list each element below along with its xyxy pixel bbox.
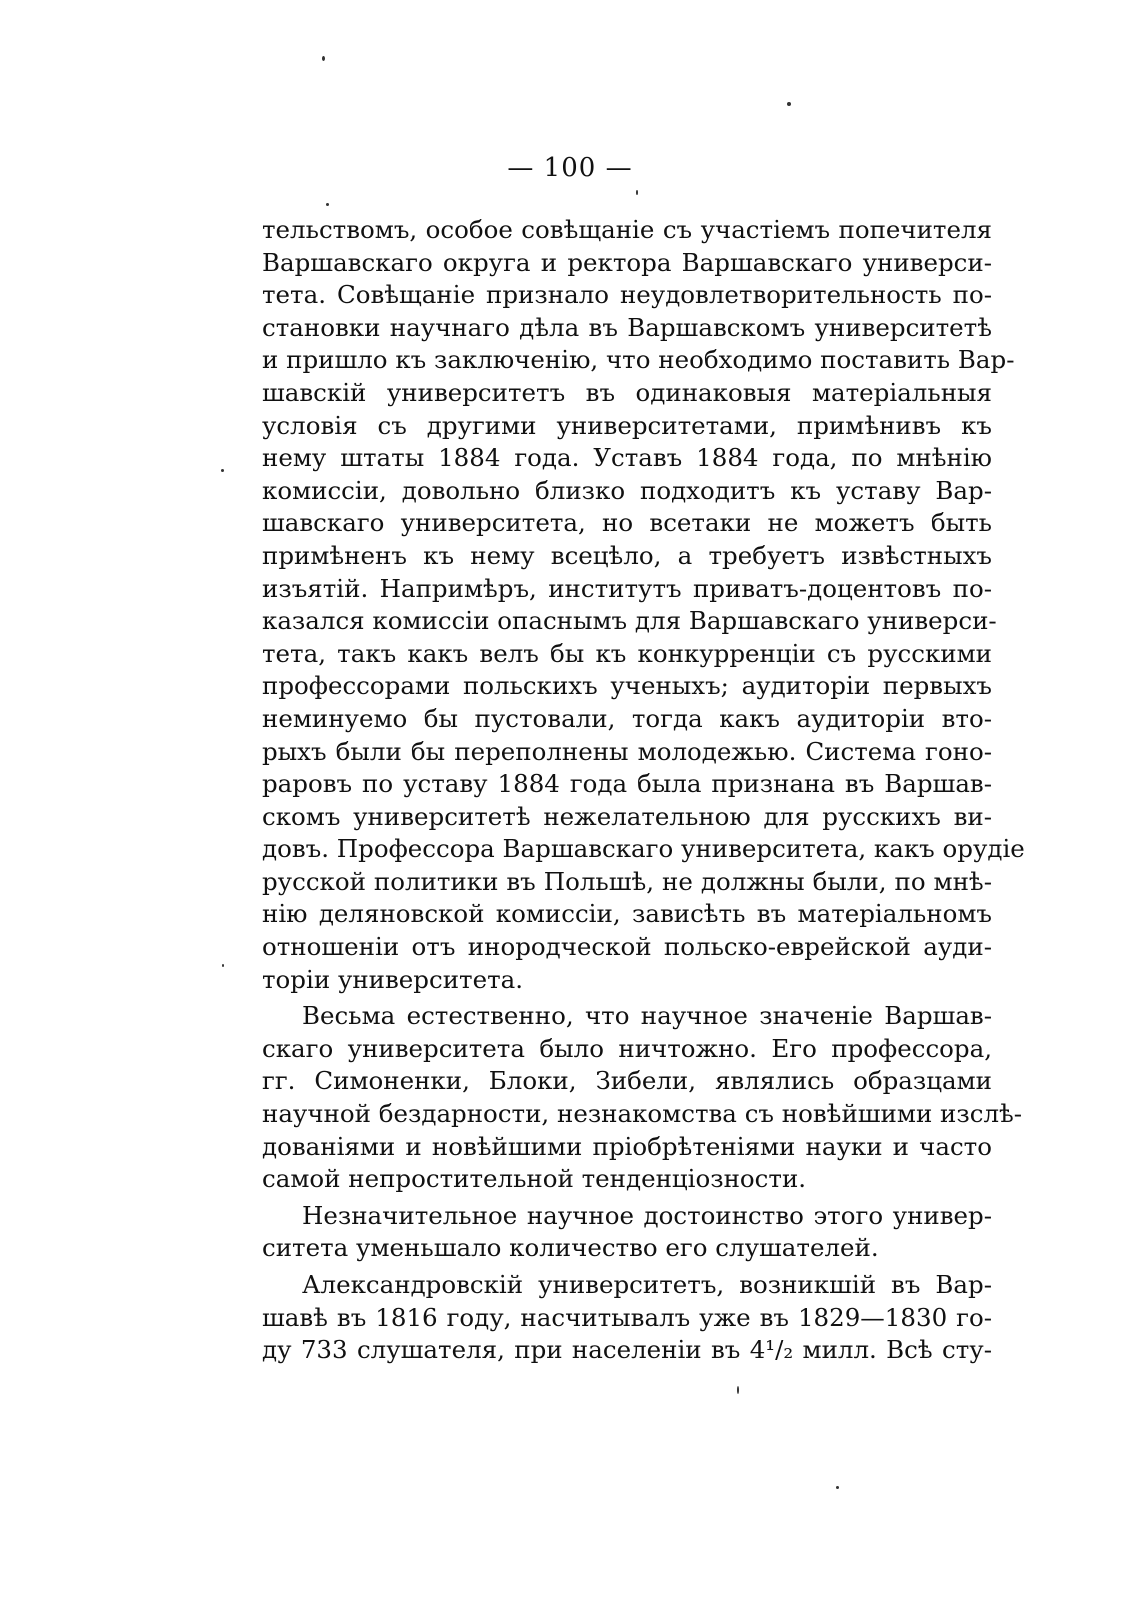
text-line: ситета уменьшало количество его слушателей. [262,1233,879,1263]
text-line: нему штаты 1884 года. Уставъ 1884 года, по мнѣнію [262,443,992,473]
scan-speck [737,1386,739,1394]
scan-speck [326,203,329,206]
text-line: и пришло къ заключенію, что необходимо поставить Вар- [262,345,1015,375]
text-line: комиссіи, довольно близко подходитъ къ уставу Вар- [262,475,992,505]
text-line: Александровскій университетъ, возникшій въ Вар- [302,1270,992,1299]
text-line: рыхъ были бы переполнены молодежью. Система гоно- [262,736,992,766]
text-line: шавѣ въ 1816 году, насчитывалъ уже въ 1829—1830 го- [262,1302,992,1332]
text-line: условія съ другими университетами, примѣнивъ къ [262,410,992,440]
text-line: казался комиссіи опаснымъ для Варшавскаго универси- [262,606,997,636]
page-number: — 100 — [507,153,633,183]
text-line: довъ. Профессора Варшавскаго университета, какъ орудіе [262,834,1025,864]
scan-speck [221,469,224,472]
text-line: шавскаго университета, но всетаки не можетъ быть [262,508,992,538]
text-line: профессорами польскихъ ученыхъ; аудиторіи первыхъ [262,671,992,701]
paragraph [262,1200,992,1265]
text-line: нію деляновской комиссіи, зависѣть въ матеріальномъ [262,899,992,929]
scan-speck [836,1486,839,1489]
text-line: раровъ по уставу 1884 года была признана въ Варшав- [262,769,992,799]
text-line: тета. Совѣщаніе признало неудовлетворительность по- [262,280,992,310]
text-line: неминуемо бы пустовали, тогда какъ аудиторіи вто- [262,703,992,733]
scan-speck [636,190,638,195]
text-line: Незначительное научное достоинство этого универ- [302,1200,992,1230]
text-line: гг. Симоненки, Блоки, Зибели, являлись образцами [262,1066,992,1096]
text-line: Весьма естественно, что научное значеніе Варшав- [302,1001,992,1031]
text-line: Варшавскаго округа и ректора Варшавскаго универси- [262,247,992,277]
text-line: дованіями и новѣйшими пріобрѣтеніями науки и часто [262,1131,992,1161]
text-line: тельствомъ, особое совѣщаніе съ участіемъ попечителя [262,215,992,244]
text-line: торіи университета. [262,964,524,994]
text-line: шавскій университетъ въ одинаковыя матеріальныя [262,377,992,407]
text-line: примѣненъ къ нему всецѣло, а требуетъ извѣстныхъ [262,540,992,570]
text-line: отношеніи отъ инородческой польско-еврейской ауди- [262,932,992,962]
text-line: изъятій. Напримѣръ, институтъ приватъ-доцентовъ по- [262,573,992,603]
text-line: скаго университета было ничтожно. Его профессора, [262,1033,992,1063]
text-line: самой непростительной тенденціозности. [262,1164,807,1194]
text-line: ду 733 слушателя, при населеніи въ 4¹/₂ милл. Всѣ сту- [262,1335,992,1365]
text-line: русской политики въ Польшѣ, не должны были, по мнѣ- [262,866,992,896]
scan-speck [322,56,325,61]
text-line: научной бездарности, незнакомства съ новѣйшими изслѣ- [262,1099,1023,1129]
body-text [262,214,1025,1367]
scan-speck [787,102,791,106]
paragraph [262,1269,992,1367]
text-line: скомъ университетѣ нежелательною для русскихъ ви- [262,801,992,831]
paragraph [262,1000,1023,1196]
scan-speck [222,964,224,967]
text-line: становки научнаго дѣла въ Варшавскомъ университетѣ [262,312,992,342]
paragraph [262,214,1025,996]
text-line: тета, такъ какъ велъ бы къ конкурренціи съ русскими [262,638,992,668]
